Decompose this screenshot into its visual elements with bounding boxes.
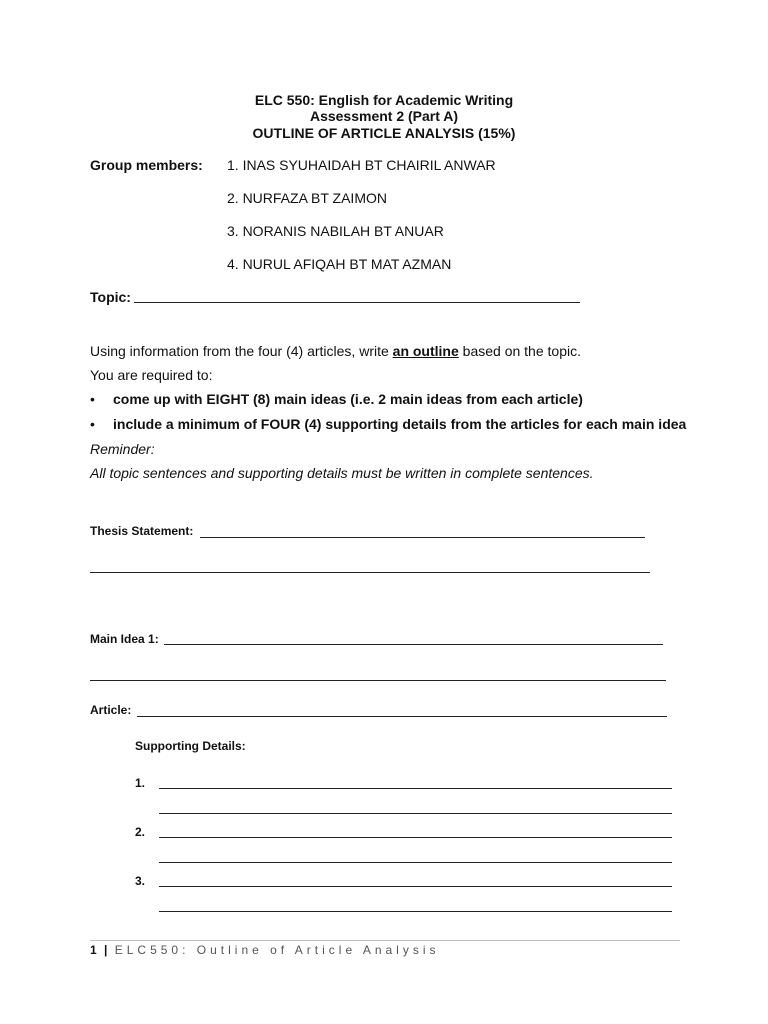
detail-number-1: 1.	[135, 776, 146, 790]
detail-1-line-2[interactable]	[159, 813, 672, 814]
thesis-line-2[interactable]	[90, 572, 650, 573]
topic-label: Topic:	[90, 289, 131, 305]
thesis-label: Thesis Statement:	[90, 524, 194, 538]
instruction-line: Using information from the four (4) articles, write an outline based on the topic.	[90, 343, 581, 359]
course-title: ELC 550: English for Academic Writing	[254, 92, 514, 108]
article-label: Article:	[90, 703, 132, 717]
detail-number-2: 2.	[135, 825, 146, 839]
thesis-line-1[interactable]	[200, 537, 645, 538]
member-3: 3. NORANIS NABILAH BT ANUAR	[227, 223, 444, 239]
page-number: 1	[90, 943, 97, 957]
topic-line	[134, 302, 580, 303]
main-idea-line-2[interactable]	[90, 680, 666, 681]
detail-1-line-1[interactable]	[159, 788, 672, 789]
group-members-label: Group members:	[90, 157, 203, 173]
page-footer	[90, 943, 440, 957]
required-label: You are required to:	[90, 367, 213, 383]
bullet-1: • come up with EIGHT (8) main ideas (i.e. 2 main ideas from each article)	[90, 391, 583, 407]
detail-number-3: 3.	[135, 874, 146, 888]
detail-3-line-2[interactable]	[159, 911, 672, 912]
member-4: 4. NURUL AFIQAH BT MAT AZMAN	[227, 256, 452, 272]
detail-2-line-2[interactable]	[159, 862, 672, 863]
detail-2-line-1[interactable]	[159, 837, 672, 838]
outline-emphasis: an outline	[392, 343, 459, 359]
reminder-label: Reminder:	[90, 441, 155, 457]
detail-3-line-1[interactable]	[159, 886, 672, 887]
footer-text: ELC550: Outline of Article Analysis	[114, 943, 440, 957]
assessment-title: Assessment 2 (Part A)	[309, 108, 459, 124]
bullet-2: • include a minimum of FOUR (4) supporting details from the articles for each main idea	[90, 416, 687, 432]
reminder-text: All topic sentences and supporting details must be written in complete sentences.	[90, 465, 594, 481]
main-idea-label: Main Idea 1:	[90, 632, 159, 646]
footer-rule	[90, 940, 680, 941]
main-idea-line-1[interactable]	[164, 644, 663, 645]
member-2: 2. NURFAZA BT ZAIMON	[227, 190, 387, 206]
article-line[interactable]	[137, 716, 667, 717]
document-title: OUTLINE OF ARTICLE ANALYSIS (15%)	[252, 125, 516, 141]
footer-separator: |	[104, 943, 108, 957]
member-1: 1. INAS SYUHAIDAH BT CHAIRIL ANWAR	[227, 157, 496, 173]
supporting-details-label: Supporting Details:	[135, 739, 246, 753]
